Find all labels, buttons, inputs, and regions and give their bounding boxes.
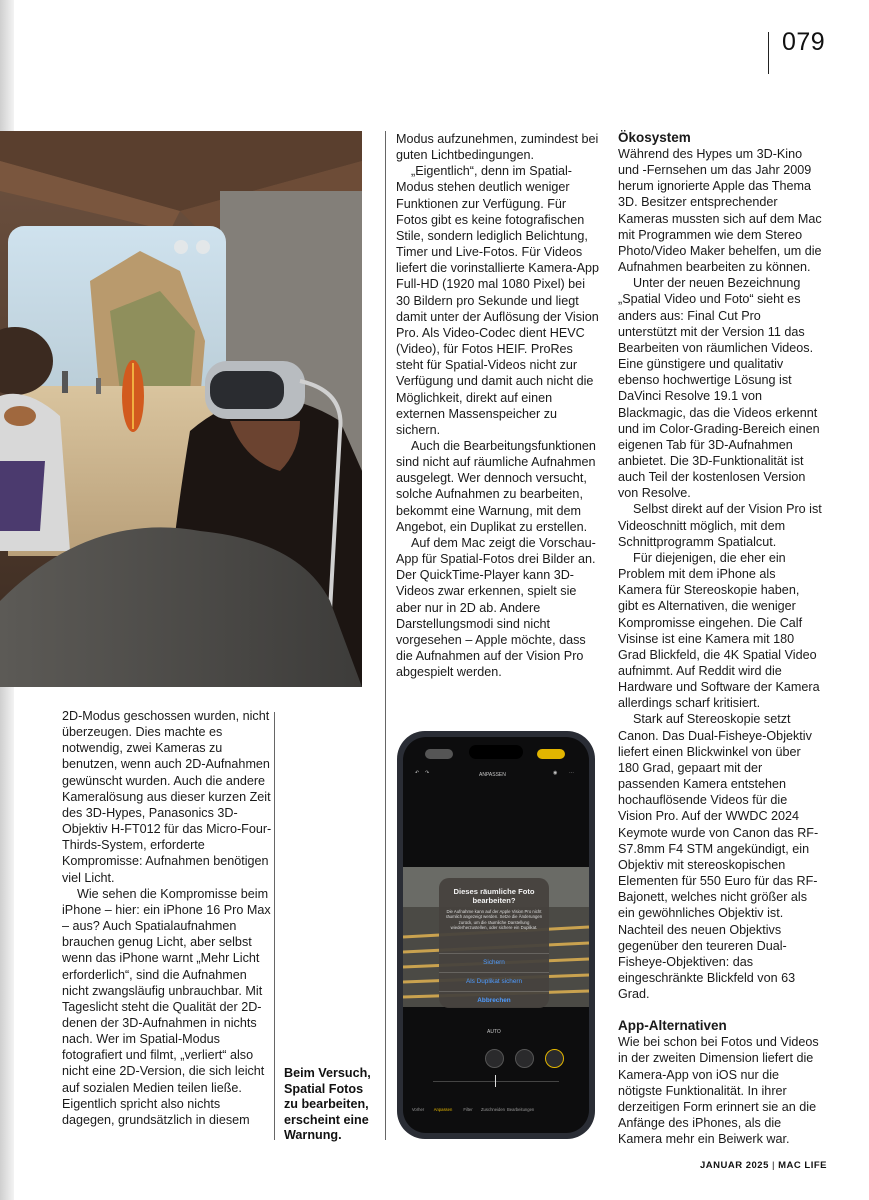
footer-separator: | bbox=[772, 1160, 775, 1171]
dialog-title: Dieses räumliche Foto bearbeiten? bbox=[453, 887, 535, 905]
auto-label: AUTO bbox=[487, 1029, 501, 1035]
markup-icon: ◉ bbox=[553, 770, 558, 776]
page-number-rule bbox=[768, 32, 769, 74]
body-paragraph: Selbst direkt auf der Vision Pro ist Videoschnitt möglich, mit dem Schnittprogramm Spatialcut. bbox=[618, 502, 822, 549]
body-paragraph: Wie sehen die Kompromisse beim iPhone – hier: ein iPhone 16 Pro Max – aus? Auch Spatialaufnahmen brauchen genug Licht, aber selbst wenn das iPhone warnt „Mehr Licht erforderlich“, sind die Aufnahmen nicht zwangsläufig unbrauchbar. Mit Tageslicht steht die Qualität der 2D- denen der 3D-Aufnahmen in nichts nach. Wer im Spatial-Modus fotografiert und filmt, „verliert“ also nicht eine 2D-Version, die sich leicht auf sozialen Medien teilen ließe. Eigentlich spricht also nichts dagegen, grundsätzlich in diesem bbox=[62, 886, 271, 1127]
body-paragraph: Modus aufzunehmen, zumindest bei guten Lichtbedingungen. bbox=[396, 132, 599, 163]
undo-icon: ↶ bbox=[415, 770, 420, 776]
page-footer bbox=[700, 1160, 827, 1171]
vision-pro-photo bbox=[0, 131, 362, 687]
body-paragraph: „Eigentlich“, denn im Spatial-Modus stehen deutlich weniger Funktionen zur Verfügung. Für Fotos gibt es keine fotografischen Stile, sondern lediglich Belichtung, Timer und Live-Fotos. Für Videos liefert die vorinstallierte Kamera-App Full-HD (1920 mal 1080 Pixel) bei 30 Bildern pro Sekunde und liegt damit unter der Auflösung der Vision Pro. Als Video-Codec dient HEVC (Video), für Fotos HEIF. ProRes steht für Spatial-Videos nicht zur Verfügung und damit auch nicht die Möglichkeit, direkt auf einen externen Massenspeicher zu sichern. bbox=[396, 164, 599, 437]
section-heading-ecosystem: Ökosystem bbox=[618, 130, 691, 145]
dialog-body: Die Aufnahme kann auf der Apple Vision Pro nicht räumlich angezeigt werden. Setze die Änderungen zurück, um die räumliche Darstellung wiederherzustellen, oder sichere ein Duplikat. bbox=[445, 909, 543, 931]
tab-filter[interactable]: Filter bbox=[463, 1107, 473, 1112]
image-caption: Beim Versuch, Spatial Fotos zu bearbeiten, erscheint eine Warnung. bbox=[284, 1066, 371, 1142]
section-heading-app-alternatives: App-Alternativen bbox=[618, 1018, 727, 1034]
dynamic-island bbox=[469, 745, 523, 759]
adjust-title: ANPASSEN bbox=[479, 772, 506, 778]
tab-adjust[interactable]: Anpassen bbox=[433, 1107, 453, 1112]
body-paragraph: Stark auf Stereoskopie setzt Canon. Das Dual-Fisheye-Objektiv liefert einen Blickwinkel von über 180 Grad, gepaart mit der passenden Kamera entstehen hochauflösende Videos für die Vision Pro. Auf der WWDC 2024 Keymote wurde von Canon das RF-S7.8mm F4 STM angekündigt, ein Objektiv mit stereoskopischen Elementen für 550 Euro für das RF-Bajonett, welches nicht größer als ein gewöhnliches Objektiv ist. Nachteil des neuen Objektivs gegenüber den teureren Dual-Fisheye-Objektiven: das eingeschränkte Blickfeld von 63 Grad. bbox=[618, 712, 819, 1002]
article-column-middle bbox=[396, 131, 600, 680]
brilliance-tool[interactable] bbox=[545, 1049, 564, 1068]
redo-icon: ↷ bbox=[425, 770, 430, 776]
save-button[interactable]: Sichern bbox=[439, 953, 549, 972]
section-gap bbox=[618, 1002, 822, 1017]
page-number: 079 bbox=[782, 28, 826, 56]
cancel-button[interactable]: Abbrechen bbox=[439, 991, 549, 1010]
body-paragraph: 2D-Modus geschossen wurden, nicht überzeugen. Dies machte es notwendig, zwei Kameras zu benutzen, wenn auch 2D-Aufnahmen gewünscht wurden. Auch die andere Kameralösung aus dieser kurzen Zeit des 3D-Hypes, Panasonics 3D-Objektiv H-FT012 für das Micro-Four-Thirds-System, erforderte Kompromisse: Aufnahmen benötigen viel Licht. bbox=[62, 709, 272, 885]
exposure-tool[interactable] bbox=[515, 1049, 534, 1068]
body-paragraph: Für diejenigen, die eher ein Problem mit dem iPhone als Kamera für Stereoskopie haben, gibt es Alternativen, die weniger Kompromisse eingehen. Die Calf Visinse ist eine Kamera mit 180 Grad Blickfeld, die 4K Spatial Video aufnimmt. Auf Reddit wird die Hardware und Software der Kamera allerdings scharf kritisiert. bbox=[618, 550, 820, 711]
magic-wand-tool[interactable] bbox=[485, 1049, 504, 1068]
slider-marker bbox=[495, 1075, 496, 1087]
column-divider bbox=[385, 131, 386, 1140]
edit-spatial-photo-dialog bbox=[439, 878, 549, 1008]
cancel-pill bbox=[425, 749, 453, 759]
body-paragraph: Auch die Bearbeitungsfunktionen sind nicht auf räumliche Aufnahmen ausgelegt. Wer dennoch versucht, solche Aufnahmen zu bearbeiten, bekommt eine Warnung, mit dem Angebot, ein Duplikat zu erstellen. bbox=[396, 438, 596, 534]
save-as-duplicate-button[interactable]: Als Duplikat sichern bbox=[439, 972, 549, 991]
tab-crop[interactable]: Zuschneiden bbox=[481, 1107, 505, 1112]
body-paragraph: Auf dem Mac zeigt die Vorschau-App für Spatial-Fotos drei Bilder an. Der QuickTime-Player kann 3D-Videos zwar erkennen, spielt sie aber nur in 2D ab. Andere Darstellungsmodi sind nicht vorgesehen – Apple möchte, dass die Aufnahmen auf der Vision Pro abgespielt werden. bbox=[396, 535, 596, 680]
column-divider bbox=[274, 712, 275, 1140]
body-paragraph: Unter der neuen Bezeichnung „Spatial Video und Foto“ sieht es anders aus: Final Cut Pro unterstützt mit der Version 11 das Bearbeiten von räumlichen Videos. Eine günstigere und qualitativ ebenso hochwertige Lösung ist DaVinci Resolve 19.1 von Blackmagic, das die Videos erkennt und im Color-Grading-Bereich einen eigenen Tab für 3D-Aufnahmen anbietet. Die 3D-Funktionalität ist auch Teil der kostenlosen Version von Resolve. bbox=[618, 276, 820, 501]
phone-screen bbox=[403, 737, 589, 1133]
tab-edits[interactable]: Bearbeitungen bbox=[507, 1107, 535, 1112]
footer-issue: JANUAR 2025 bbox=[700, 1160, 769, 1171]
iphone-screenshot bbox=[397, 731, 595, 1139]
body-paragraph: Wie bei schon bei Fotos und Videos in der zweiten Dimension liefert die Kamera-App von iOS nur die nötigste Funktionalität. In ihrer derzeitigen Form erinnert sie an die Anfänge des iPhones, als die Kamera mehr ein Beiwerk war. bbox=[618, 1035, 819, 1147]
adjust-slider[interactable] bbox=[433, 1081, 559, 1082]
more-icon: ⋯ bbox=[569, 770, 574, 776]
done-pill bbox=[537, 749, 565, 759]
tab-before[interactable]: Vorher bbox=[411, 1107, 425, 1112]
article-column-left bbox=[62, 708, 272, 1128]
footer-magazine: MAC LIFE bbox=[778, 1160, 827, 1171]
article-column-right bbox=[618, 129, 822, 1147]
body-paragraph: Während des Hypes um 3D-Kino und -Fernsehen um das Jahr 2009 herum ignorierte Apple das Thema 3D. Besitzer entsprechender Kameras mussten sich auf dem Mac mit Programmen wie dem Stereo Photo/Video Maker behelfen, um die Aufnahmen bearbeiten zu können. bbox=[618, 147, 822, 275]
